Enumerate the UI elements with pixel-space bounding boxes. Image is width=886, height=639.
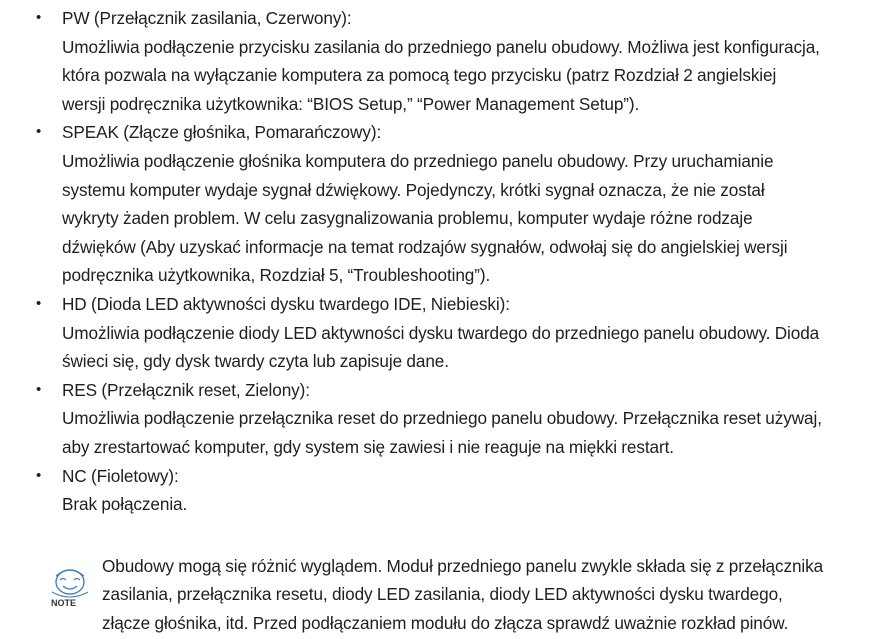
list-item-pw — [0, 4, 886, 118]
list-item-speak — [0, 118, 886, 290]
item-title: RES (Przełącznik reset, Zielony): — [62, 379, 310, 400]
description-line: Umożliwia podłączenie przełącznika reset do przedniego panelu obudowy. Przełącznika reset używaj, — [62, 408, 822, 429]
note-line: zasilania, przełącznika resetu, diody LED zasilania, diody LED aktywności dysku twardego, — [102, 584, 783, 605]
item-description — [62, 147, 886, 290]
item-description — [62, 404, 886, 461]
item-title: NC (Fioletowy): — [62, 465, 179, 486]
item-description — [62, 319, 886, 376]
connector-list — [0, 4, 886, 519]
list-item-hd — [0, 290, 886, 376]
description-line: dźwięków (Aby uzyskać informacje na temat rodzajów sygnałów, odwołaj się do angielskiej wersji — [62, 236, 788, 257]
item-title: PW (Przełącznik zasilania, Czerwony): — [62, 8, 352, 28]
bullet-glyph: • — [36, 9, 42, 26]
description-line: Brak połączenia. — [62, 494, 188, 515]
description-line: Umożliwia podłączenie głośnika komputera do przedniego panelu obudowy. Przy uruchamianie — [62, 150, 774, 171]
description-line: wykryty żaden problem. W celu zasygnalizowania problemu, komputer wydaje różne rodzaje — [62, 208, 753, 229]
description-line: aby zrestartować komputer, gdy system się zawiesi i nie reaguje na miękki restart. — [62, 436, 674, 457]
item-title: HD (Dioda LED aktywności dysku twardego IDE, Niebieski): — [62, 293, 510, 314]
bullet-glyph: • — [36, 294, 42, 312]
description-line: Umożliwia podłączenie diody LED aktywności dysku twardego do przedniego panelu obudowy. Dioda — [62, 322, 820, 343]
note-box — [0, 552, 886, 636]
note-text — [102, 552, 823, 637]
note-icon-label: NOTE — [51, 598, 77, 608]
item-description — [62, 33, 886, 119]
description-line: podręcznika użytkownika, Rozdział 5, “Troubleshooting”). — [62, 265, 491, 286]
note-line: złącze głośnika, itd. Przed podłączaniem modułu do złącza sprawdź uważnie rozkład pinów. — [102, 612, 789, 633]
bullet-glyph: • — [36, 380, 42, 398]
description-line: wersji podręcznika użytkownika: “BIOS Setup,” “Power Management Setup”). — [62, 93, 640, 114]
bullet-glyph: • — [36, 466, 42, 484]
description-line: Umożliwia podłączenie przycisku zasilania do przedniego panelu obudowy. Możliwa jest konfiguracja, — [62, 36, 820, 57]
description-line: świeci się, gdy dysk twardy czyta lub zapisuje dane. — [62, 351, 449, 372]
description-line: systemu komputer wydaje sygnał dźwiękowy. Pojedynczy, krótki sygnał oznacza, że nie został — [62, 179, 765, 200]
description-line: która pozwala na wyłączanie komputera za pomocą tego przycisku (patrz Rozdział 2 angielskiej — [62, 65, 777, 86]
item-description — [62, 490, 886, 519]
list-item-nc — [0, 462, 886, 519]
list-item-res — [0, 376, 886, 462]
bullet-glyph: • — [36, 123, 42, 141]
note-icon — [46, 562, 94, 620]
item-title: SPEAK (Złącze głośnika, Pomarańczowy): — [62, 122, 382, 143]
note-line: Obudowy mogą się różnić wyglądem. Moduł przedniego panelu zwykle składa się z przełącznika — [102, 556, 824, 576]
